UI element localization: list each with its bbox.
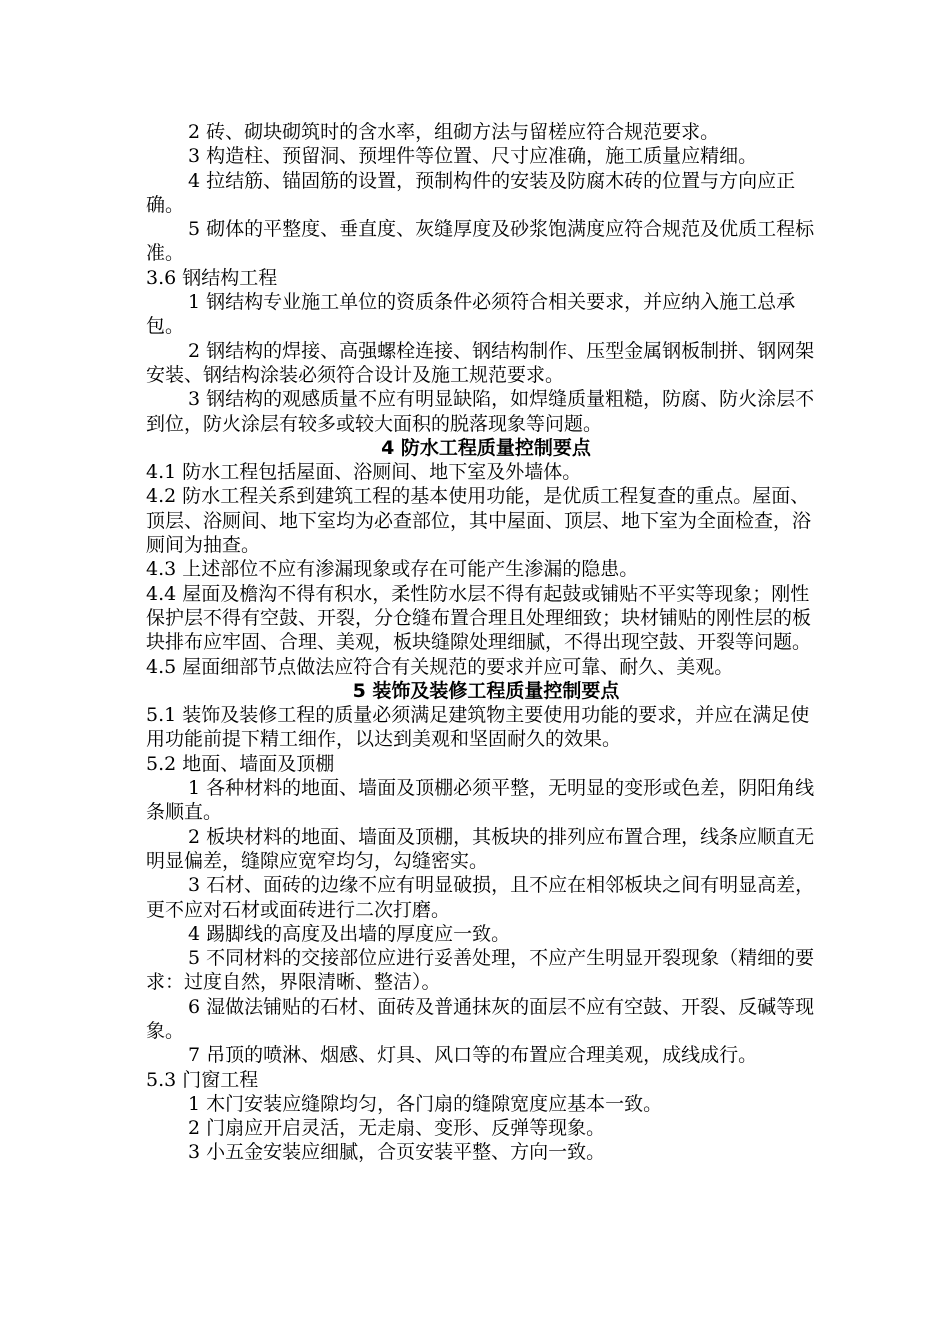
document-body	[146, 120, 826, 1165]
door-window-item-1: 1 木门安装应缝隙均匀，各门扇的缝隙宽度应基本一致。	[188, 1092, 663, 1115]
floor-wall-item-5: 5 不同材料的交接部位应进行妥善处理，不应产生明显开裂现象（精细的要求：过度自然，界限清晰、整洁）。	[146, 947, 815, 994]
section-5-1: 5.1 装饰及装修工程的质量必须满足建筑物主要使用功能的要求，并应在满足使用功能前提下精工细作，以达到美观和坚固耐久的效果。	[146, 704, 810, 751]
steel-item-3: 3 钢结构的观感质量不应有明显缺陷，如焊缝质量粗糙，防腐、防火涂层不到位，防火涂层有较多或较大面积的脱落现象等问题。	[146, 388, 815, 435]
section-4-2: 4.2 防水工程关系到建筑工程的基本使用功能，是优质工程复查的重点。屋面、顶层、浴厕间、地下室均为必查部位，其中屋面、顶层、地下室为全面检查，浴厕间为抽查。	[146, 485, 812, 557]
section-5-2-heading: 5.2 地面、墙面及顶棚	[146, 752, 335, 775]
section-4-1: 4.1 防水工程包括屋面、浴厕间、地下室及外墙体。	[146, 461, 582, 484]
section-4-3: 4.3 上述部位不应有渗漏现象或存在可能产生渗漏的隐患。	[146, 558, 639, 581]
floor-wall-item-1: 1 各种材料的地面、墙面及顶棚必须平整，无明显的变形或色差，阴阳角线条顺直。	[146, 777, 815, 824]
masonry-item-4: 4 拉结筋、锚固筋的设置，预制构件的安装及防腐木砖的位置与方向应正确。	[146, 169, 796, 216]
masonry-item-2: 2 砖、砌块砌筑时的含水率，组砌方法与留槎应符合规范要求。	[188, 121, 720, 143]
floor-wall-item-4: 4 踢脚线的高度及出墙的厚度应一致。	[188, 922, 511, 945]
section-4-5: 4.5 屋面细部节点做法应符合有关规范的要求并应可靠、耐久、美观。	[146, 655, 734, 678]
floor-wall-item-6: 6 湿做法铺贴的石材、面砖及普通抹灰的面层不应有空鼓、开裂、反碱等现象。	[146, 995, 815, 1042]
section-4-4: 4.4 屋面及檐沟不得有积水，柔性防水层不得有起鼓或铺贴不平实等现象；刚性保护层不得有空鼓、开裂，分仓缝布置合理且处理细致；块材铺贴的刚性层的板块排布应牢固、合理、美观，板块缝隙处理细腻，不得出现空鼓、开裂等问题。	[146, 582, 812, 654]
steel-item-1: 1 钢结构专业施工单位的资质条件必须符合相关要求，并应纳入施工总承包。	[146, 291, 796, 338]
steel-item-2: 2 钢结构的焊接、高强螺栓连接、钢结构制作、压型金属钢板制拼、钢网架安装、钢结构涂装必须符合设计及施工规范要求。	[146, 339, 815, 386]
door-window-item-2: 2 门扇应开启灵活，无走扇、变形、反弹等现象。	[188, 1117, 606, 1140]
chapter-4-heading: 4 防水工程质量控制要点	[381, 436, 591, 459]
section-3-6-heading: 3.6 钢结构工程	[146, 266, 278, 289]
floor-wall-item-3: 3 石材、面砖的边缘不应有明显破损，且不应在相邻板块之间有明显高差，更不应对石材或面砖进行二次打磨。	[146, 874, 815, 921]
masonry-item-3: 3 构造柱、预留洞、预埋件等位置、尺寸应准确，施工质量应精细。	[188, 145, 758, 168]
chapter-5-heading: 5 装饰及装修工程质量控制要点	[352, 679, 620, 702]
floor-wall-item-2: 2 板块材料的地面、墙面及顶棚，其板块的排列应布置合理，线条应顺直无明显偏差，缝隙应宽窄均匀，勾缝密实。	[146, 825, 815, 872]
masonry-item-5: 5 砌体的平整度、垂直度、灰缝厚度及砂浆饱满度应符合规范及优质工程标准。	[146, 218, 815, 265]
floor-wall-item-7: 7 吊顶的喷淋、烟感、灯具、风口等的布置应合理美观，成线成行。	[188, 1044, 758, 1067]
door-window-item-3: 3 小五金安装应细腻，合页安装平整、方向一致。	[188, 1141, 606, 1164]
section-5-3-heading: 5.3 门窗工程	[146, 1068, 259, 1091]
